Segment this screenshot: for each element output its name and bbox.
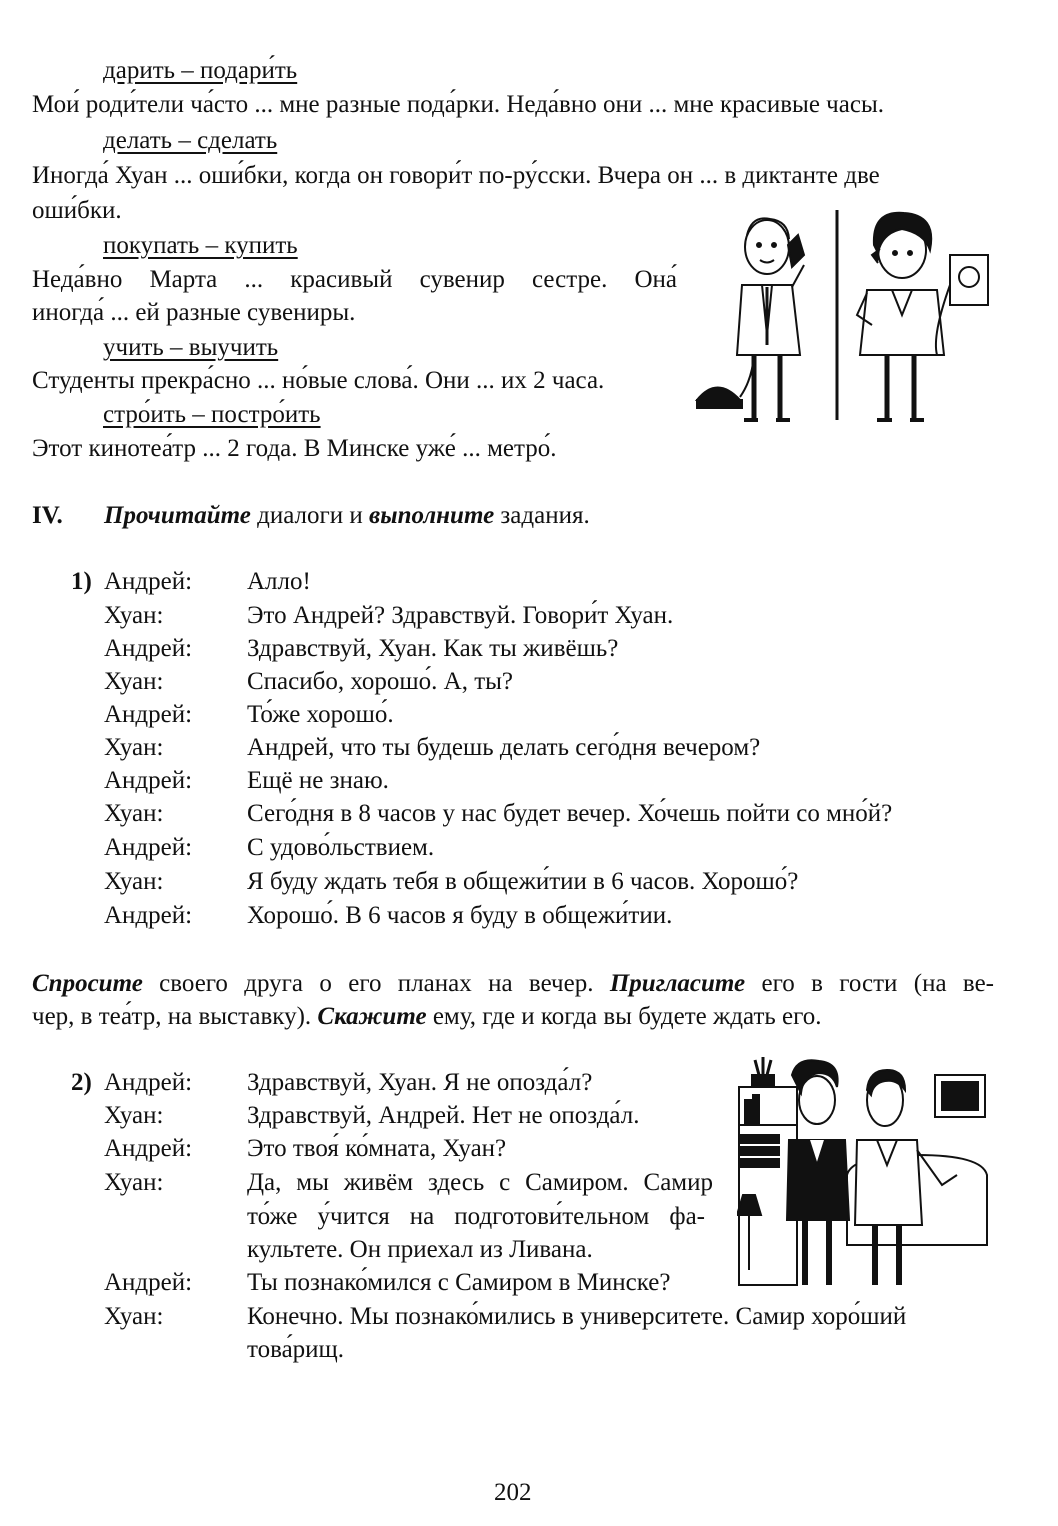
section-number: IV. [32, 502, 63, 529]
dialog-line: това́рищ. [247, 1336, 345, 1363]
speaker: Андрей: [104, 1069, 193, 1096]
task-text: ему, где и когда вы будете ждать его. [426, 1003, 822, 1030]
speaker: Хуан: [104, 800, 164, 827]
instruction-verb: Скажите [317, 1003, 427, 1030]
room-visit-illustration [737, 1055, 997, 1290]
speaker: Андрей: [104, 1269, 193, 1296]
dialog-number: 2) [71, 1069, 92, 1096]
speaker: Хуан: [104, 1169, 164, 1196]
exercise-sentence: Мои́ роди́тели ча́сто ... мне разные пода́рки. Неда́вно они ... мне красивые часы. [32, 91, 884, 118]
dialog-line: Андрей, что ты будешь делать сего́дня вечером? [247, 734, 761, 761]
instruction-text: диалоги и [250, 502, 370, 529]
task-line [32, 971, 994, 996]
dialog-line: Ещё не знаю. [247, 767, 389, 794]
speaker: Андрей: [104, 701, 193, 728]
speaker: Хуан: [104, 868, 164, 895]
verb-pair-heading: стро́ить – постро́ить [103, 401, 321, 428]
verb-pair-heading: покупать – купить [103, 232, 298, 259]
task-text: своего друга о его планах на вечер. [142, 970, 610, 997]
dialog-line: Конечно. Мы познако́мились в университете. Самир хоро́ший [247, 1303, 907, 1330]
speaker: Хуан: [104, 1303, 164, 1330]
dialog-number: 1) [71, 568, 92, 595]
speaker: Хуан: [104, 602, 164, 629]
dialog-line: Хорошо́. В 6 часов я буду в общежи́тии. [247, 902, 673, 929]
dialog-line: Здравствуй, Хуан. Как ты живёшь? [247, 635, 619, 662]
instruction-verb: Пригласите [609, 970, 746, 997]
dialog-line: Здравствуй, Хуан. Я не опозда́л? [247, 1069, 593, 1096]
exercise-sentence: иногда́ ... ей разные сувениры. [32, 299, 356, 326]
dialog-line: Сего́дня в 8 часов у нас будет вечер. Хо́чешь пойти со мно́й? [247, 800, 893, 827]
exercise-sentence: Иногда́ Хуан ... оши́бки, когда он говори́т по-ру́сски. Вчера он ... в диктанте две [32, 162, 880, 189]
dialog-line: то́же у́чится на подготови́тельном фа- [247, 1203, 705, 1230]
exercise-sentence: Студенты прекра́сно ... но́вые слова́. Они ... их 2 часа. [32, 367, 605, 394]
speaker: Андрей: [104, 1135, 193, 1162]
speaker: Андрей: [104, 902, 193, 929]
task-line [32, 1004, 822, 1029]
speaker: Хуан: [104, 734, 164, 761]
instruction-verb: выполните [369, 502, 495, 529]
dialog-line: Ты познако́мился с Самиром в Минске? [247, 1269, 671, 1296]
speaker: Хуан: [104, 668, 164, 695]
exercise-sentence: Неда́вно Марта ... красивый сувенир сестре. Она́ [32, 266, 677, 293]
dialog-line: С удово́льствием. [247, 834, 435, 861]
phone-call-illustration [692, 205, 997, 427]
dialog-line: Здравствуй, Андрей. Нет не опозда́л. [247, 1102, 640, 1129]
verb-pair-heading: делать – сделать [103, 127, 278, 154]
speaker: Андрей: [104, 635, 193, 662]
verb-pair-heading: дарить – подари́ть [103, 57, 298, 84]
dialog-line: Да, мы живём здесь с Самиром. Самир [247, 1169, 713, 1196]
dialog-line: Это Андрей? Здравствуй. Говори́т Хуан. [247, 602, 674, 629]
dialog-line: Я буду ждать тебя в общежи́тии в 6 часов. Хорошо́? [247, 868, 799, 895]
speaker: Андрей: [104, 568, 193, 595]
dialog-line: культете. Он приехал из Ливана. [247, 1236, 593, 1263]
section-heading [104, 503, 590, 528]
dialog-line: То́же хорошо́. [247, 701, 394, 728]
verb-pair-heading: учить – выучить [103, 334, 279, 361]
page-number: 202 [494, 1479, 532, 1506]
dialog-line: Спасибо, хорошо́. А, ты? [247, 668, 514, 695]
dialog-line: Алло! [247, 568, 311, 595]
speaker: Андрей: [104, 834, 193, 861]
dialog-line: Это твоя́ ко́мната, Хуан? [247, 1135, 507, 1162]
instruction-verb: Спросите [32, 970, 143, 997]
exercise-sentence: оши́бки. [32, 197, 122, 224]
speaker: Хуан: [104, 1102, 164, 1129]
task-text: его в гости (на ве- [745, 970, 994, 997]
exercise-sentence: Этот кинотеа́тр ... 2 года. В Минске уже́ ... метро́. [32, 435, 557, 462]
task-text: чер, в теа́тр, на выставку). [32, 1003, 318, 1030]
speaker: Андрей: [104, 767, 193, 794]
instruction-verb: Прочитайте [104, 502, 251, 529]
instruction-text: задания. [494, 502, 590, 529]
